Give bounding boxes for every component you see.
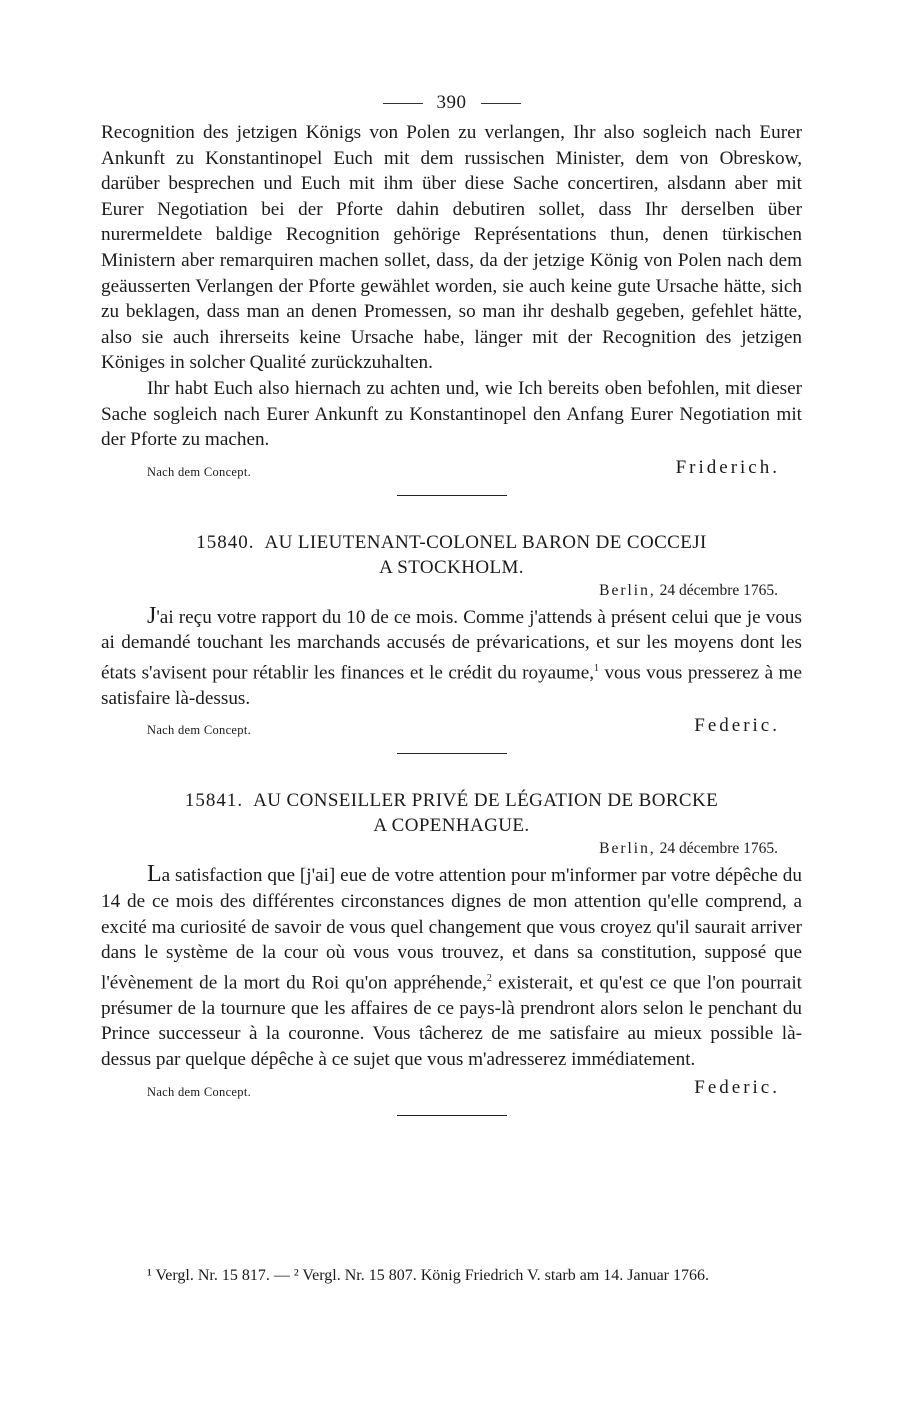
- date-city: Berlin,: [599, 581, 656, 599]
- section-divider: [397, 1115, 507, 1116]
- intro-paragraph-2: Ihr habt Euch also hiernach zu achten und, wie Ich bereits oben befohlen, mit dieser Sache sogleich nach Eurer Ankunft zu Konstantinopel den Anfang Eurer Negotiation mit der Pforte zu machen.: [101, 377, 802, 451]
- letter-place: A STOCKHOLM.: [379, 556, 524, 578]
- body-text-b: existerait, et qu'est ce que l'on pourrait présumer de la tournure que les affaires de ce pays-là prendront alors selon le penchant du Prince successeur à la couronne. Vous tâcherez de me satisfaire au mieux possible là-dessus par quelque dépêche à ce sujet que vous m'adresserez immédiatement.: [101, 972, 802, 1071]
- dropcap: J: [147, 602, 157, 629]
- page-number: 390: [436, 92, 467, 113]
- letter-number: 15840.: [196, 531, 255, 553]
- intro-signature: Friderich.: [675, 456, 780, 478]
- section-divider: [397, 495, 507, 496]
- letter-15840-dateline: [101, 580, 802, 602]
- page-header: [101, 86, 802, 120]
- letter-15840-source-note: Nach dem Concept.: [147, 723, 252, 738]
- footnotes: [101, 1264, 802, 1288]
- document-page: [101, 86, 802, 1116]
- date-text: 24 décembre 1765.: [659, 840, 778, 858]
- header-dash-right: [481, 103, 521, 104]
- letter-15841-heading: [101, 788, 802, 838]
- intro-signature-line: [101, 455, 802, 485]
- letter-place: A COPENHAGUE.: [373, 815, 530, 837]
- intro-paragraph-1: Recognition des jetzigen Königs von Polen zu verlangen, Ihr also sogleich nach Eurer Ankunft zu Konstantinopel Euch mit dem russischen Minister, dem von Obreskow, darüber besprechen und Euch mit ihm über diese Sache concertiren, alsdann aber mit Eurer Negotiation bei der Pforte dahin debutiren sollet, dass Ihr derselben über nurermeldete baldige Recognition gehörige Représentations thun, denen türkischen Ministern aber remarquiren machen sollet, dass, da der jetzige König von Polen nach dem geäusserten Verlangen der Pforte gewählet worden, sie auch keine gute Ursache hätte, sich zu beklagen, dass man an denen Promessen, so man ihr deshalb gegeben, gefehlet hätte, also sie auch ihrerseits keine Ursache habe, länger mit der Recognition des jetzigen Königes in solcher Qualité zurückzuhalten.: [101, 122, 802, 374]
- date-text: 24 décembre 1765.: [659, 581, 778, 599]
- letter-number: 15841.: [184, 790, 244, 812]
- letter-15841-signature: Federic.: [694, 1076, 780, 1098]
- letter-15841-dateline: [101, 838, 802, 860]
- body-text-a: a satisfaction que [j'ai] eue de votre attention pour m'informer par votre dépêche du 14 de ce mois des différentes circonstances dignes de mon attention qu'elle comprend, a excité ma curiosité de savoir de vous quel changement que vous croyez qu'il saurait arriver dans le système de la cour où vous vous trouvez, et dans sa constitution, supposé que l'évènement de la mort du Roi qu'on appréhende,: [101, 865, 802, 994]
- header-dash-left: [383, 103, 423, 104]
- footnote-text: ¹ Vergl. Nr. 15 817. — ² Vergl. Nr. 15 807. König Friedrich V. starb am 14. Januar 1766.: [147, 1267, 710, 1284]
- letter-15841-signature-line: [101, 1075, 802, 1105]
- letter-addressee: AU LIEUTENANT-COLONEL BARON DE COCCEJI: [264, 531, 707, 553]
- section-divider: [397, 753, 507, 754]
- body-text-a: 'ai reçu votre rapport du 10 de ce mois. Comme j'attends à présent celui que je vous ai demandé touchant les marchands accusés de prévarications, et sur les moyens dont les états s'avisent pour rétablir les finances et le crédit du royaume,: [101, 606, 802, 684]
- letter-15840-body: [101, 604, 802, 712]
- letter-15840-signature: Federic.: [694, 715, 780, 737]
- intro-source-note: Nach dem Concept.: [147, 464, 252, 479]
- footnote-ref: 2: [486, 972, 492, 984]
- footnote-ref: 1: [594, 662, 600, 674]
- body-text-b: vous vous presserez à me satisfaire là-dessus.: [101, 662, 803, 709]
- letter-15841-source-note: Nach dem Concept.: [147, 1084, 252, 1099]
- letter-15840-signature-line: [101, 713, 802, 743]
- letter-addressee: AU CONSEILLER PRIVÉ DE LÉGATION DE BORCKE: [253, 790, 719, 812]
- letter-15840-heading: [101, 530, 802, 580]
- dropcap: L: [147, 861, 162, 888]
- letter-15841-body: [101, 862, 802, 1072]
- date-city: Berlin,: [599, 840, 656, 858]
